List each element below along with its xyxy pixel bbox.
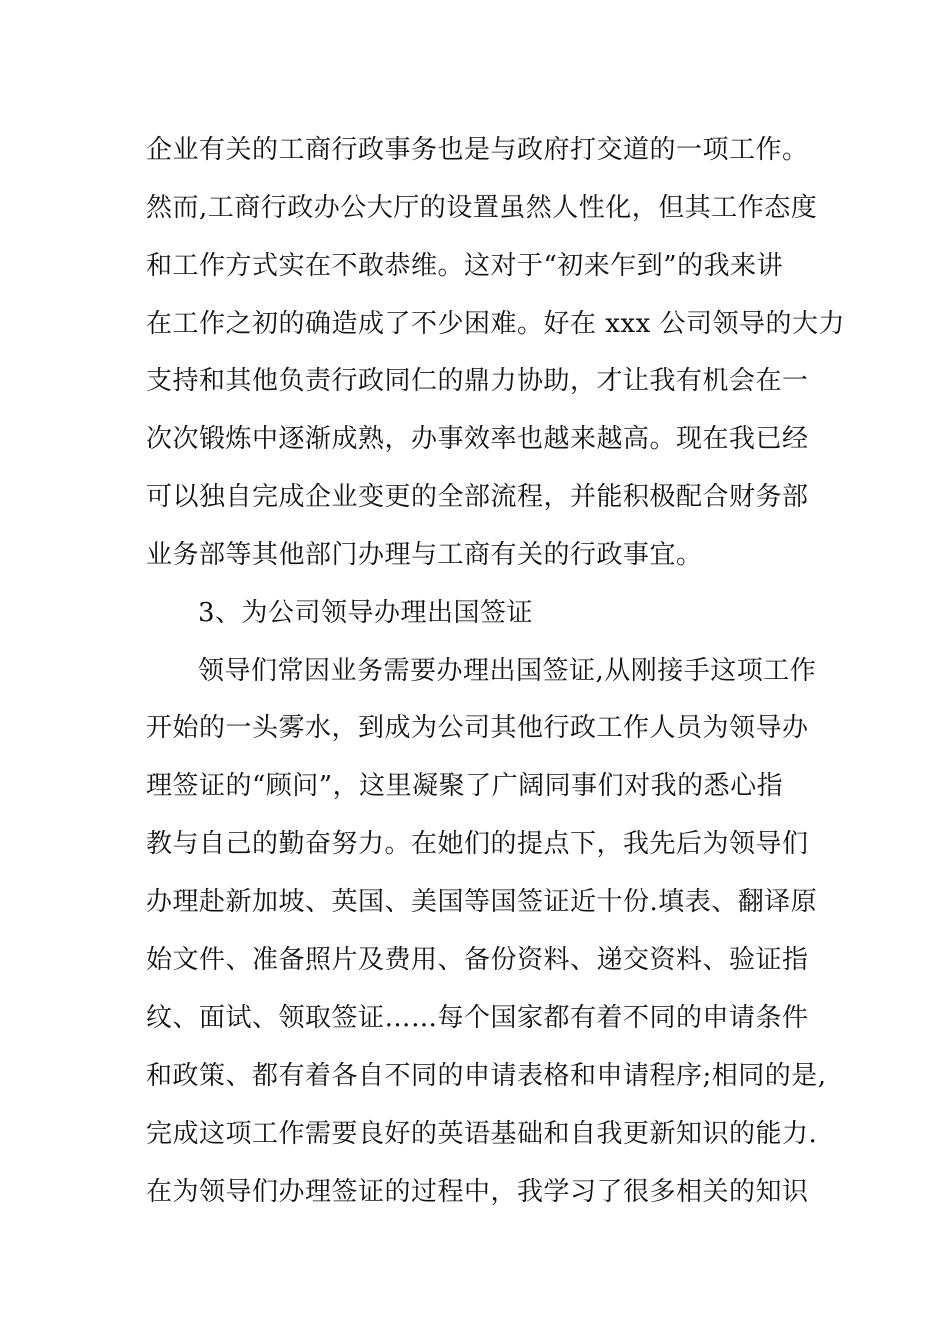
paragraph-line-12: 理签证的“顾问”，这里凝聚了广阔同事们对我的悉心指 — [146, 771, 784, 801]
paragraph-line-7: 可以独自完成企业变更的全部流程，并能积极配合财务部 — [146, 482, 809, 512]
paragraph-line-1: 企业有关的工商行政事务也是与政府打交道的一项工作。 — [146, 135, 809, 165]
paragraph-line-3: 和工作方式实在不敢恭维。这对于“初来乍到”的我来讲 — [146, 251, 784, 281]
paragraph-line-17: 和政策、都有着各自不同的申请表格和申请程序;相同的是, — [146, 1061, 827, 1091]
section-heading: 3、为公司领导办理出国签证 — [198, 598, 534, 628]
paragraph-line-4: 在工作之初的确造成了不少困难。好在 xxx 公司领导的大力 — [146, 309, 846, 339]
paragraph-line-11: 开始的一头雾水，到成为公司其他行政工作人员为领导办 — [146, 713, 809, 743]
paragraph-line-13: 教与自己的勤奋努力。在她们的提点下，我先后为领导们 — [146, 829, 809, 859]
paragraph-line-18: 完成这项工作需要良好的英语基础和自我更新知识的能力. — [146, 1119, 818, 1149]
paragraph-line-10: 领导们常因业务需要办理出国签证,从刚接手这项工作 — [198, 656, 817, 686]
paragraph-line-15: 始文件、准备照片及费用、备份资料、递交资料、验证指 — [146, 945, 809, 975]
paragraph-line-16: 纹、面试、领取签证……每个国家都有着不同的申请条件 — [146, 1003, 809, 1033]
paragraph-line-8: 业务部等其他部门办理与工商有关的行政事宜。 — [146, 540, 703, 570]
paragraph-line-6: 次次锻炼中逐渐成熟，办事效率也越来越高。现在我已经 — [146, 424, 809, 454]
paragraph-line-19: 在为领导们办理签证的过程中，我学习了很多相关的知识 — [146, 1177, 809, 1207]
paragraph-line-14: 办理赴新加坡、英国、美国等国签证近十份.填表、翻译原 — [146, 887, 818, 917]
paragraph-line-2: 然而,工商行政办公大厅的设置虽然人性化，但其工作态度 — [146, 193, 818, 223]
paragraph-line-5: 支持和其他负责行政同仁的鼎力协助，才让我有机会在一 — [146, 366, 809, 396]
